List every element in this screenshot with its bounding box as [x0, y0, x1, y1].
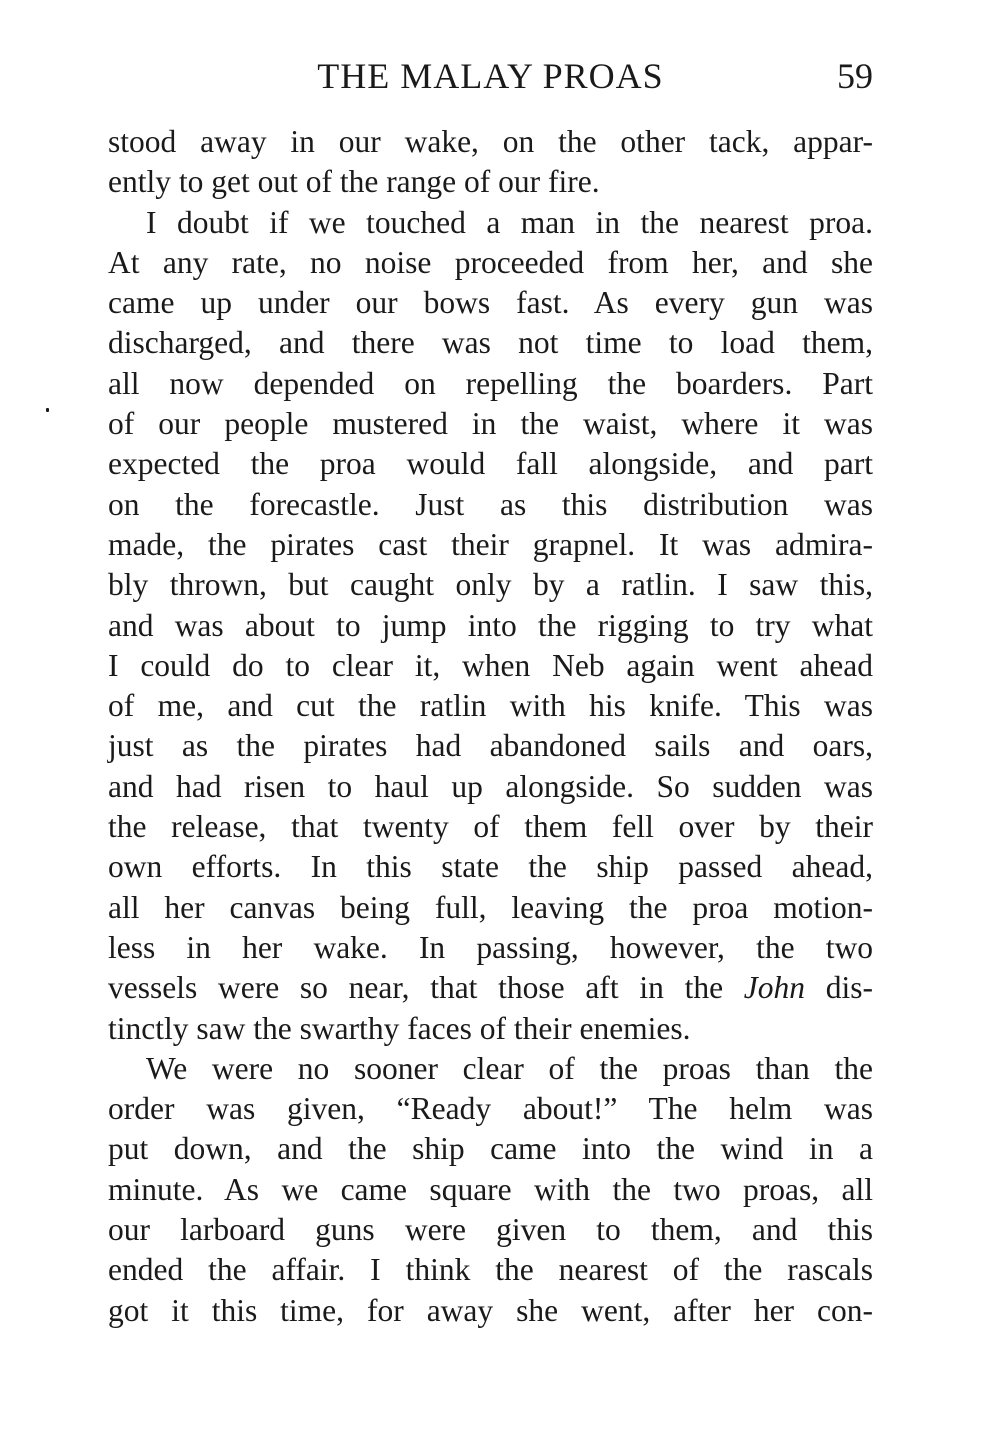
text-line: discharged, and there was not time to load them, [108, 325, 873, 361]
text-line: I could do to clear it, when Neb again went ahead [108, 647, 873, 683]
text-line: and was about to jump into the rigging to try what [108, 607, 873, 643]
text-line: and had risen to haul up alongside. So sudden was [108, 768, 873, 804]
text-line: on the forecastle. Just as this distribution was [108, 486, 873, 522]
text-line: order was given, “Ready about!” The helm was [108, 1091, 873, 1127]
text-line: At any rate, no noise proceeded from her, and she [108, 244, 873, 280]
text-line: I doubt if we touched a man in the nearest proa. [146, 204, 873, 240]
text-line: our larboard guns were given to them, and this [108, 1212, 873, 1248]
page-number: 59 [837, 56, 873, 96]
running-title: THE MALAY PROAS [317, 56, 664, 96]
body-text [108, 122, 873, 1331]
text-line: less in her wake. In passing, however, the two [108, 929, 873, 965]
text-line: got it this time, for away she went, after her con- [108, 1292, 873, 1328]
text-line: minute. As we came square with the two proas, all [108, 1171, 873, 1207]
text-line: came up under our bows fast. As every gun was [108, 285, 873, 321]
text-segment: dis- [805, 970, 873, 1006]
text-line: tinctly saw the swarthy faces of their enemies. [108, 1010, 691, 1046]
text-line-with-italic [108, 968, 873, 1008]
text-line: all now depended on repelling the boarders. Part [108, 365, 873, 401]
running-head [108, 52, 873, 100]
text-line: ended the affair. I think the nearest of the rascals [108, 1252, 873, 1288]
text-line: put down, and the ship came into the wind in a [108, 1131, 873, 1167]
text-line: made, the pirates cast their grapnel. It was admira- [108, 526, 873, 562]
text-line: of me, and cut the ratlin with his knife. This was [108, 688, 873, 724]
ship-name-italic: John [743, 970, 806, 1006]
text-line: all her canvas being full, leaving the proa motion- [108, 889, 873, 925]
text-line: ently to get out of the range of our fire. [108, 164, 600, 200]
text-line: the release, that twenty of them fell over by their [108, 809, 873, 845]
text-line: just as the pirates had abandoned sails and oars, [108, 728, 873, 764]
text-line: of our people mustered in the waist, where it was [108, 406, 873, 442]
text-line: own efforts. In this state the ship passed ahead, [108, 849, 873, 885]
text-line: bly thrown, but caught only by a ratlin. I saw this, [108, 567, 873, 603]
text-segment: vessels were so near, that those aft in the [108, 970, 744, 1006]
text-line: stood away in our wake, on the other tack, appar- [108, 124, 873, 159]
text-line: expected the proa would fall alongside, and part [108, 446, 873, 482]
stray-ink-mark [46, 408, 49, 412]
text-line: We were no sooner clear of the proas than the [146, 1050, 873, 1086]
